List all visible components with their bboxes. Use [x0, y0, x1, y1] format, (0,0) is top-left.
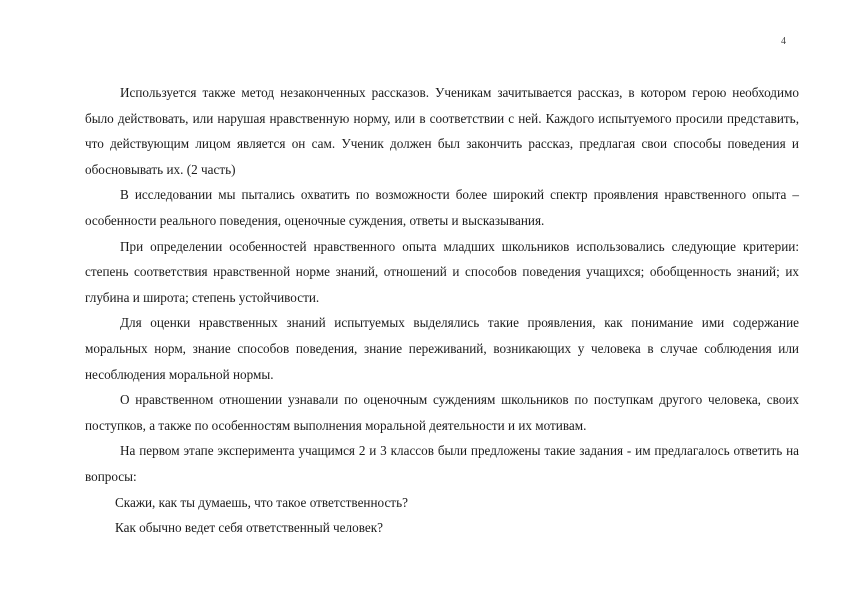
paragraph-research-scope: В исследовании мы пытались охватить по возможности более широкий спектр проявления нравственного опыта – особенности реального поведения, оценочные суждения, ответы и высказывания. — [85, 187, 799, 228]
paragraph-moral-knowledge: Для оценки нравственных знаний испытуемых выделялись такие проявления, как понимание ими содержание моральных норм, знание способов поведения, знание переживаний, возникающих у человека в случае соблюдения или несоблюдения моральной нормы. — [85, 315, 799, 382]
page-number: 4 — [781, 36, 786, 47]
paragraph-criteria: При определении особенностей нравственного опыта младших школьников использовались следующие критерии: степень соответствия нравственной норме знаний, отношений и способов поведения учащихся; обобщенность знаний; их глубина и широта; степень устойчивости. — [85, 238, 799, 305]
paragraph-first-stage: На первом этапе эксперимента учащимся 2 и 3 классов были предложены такие задания - им предлагалось ответить на вопросы: — [85, 443, 799, 484]
document-body — [85, 80, 799, 541]
paragraph-moral-attitude: О нравственном отношении узнавали по оценочным суждениям школьников по поступкам другого человека, своих поступков, а также по особенностям выполнения моральной деятельности и их мотивам. — [85, 392, 799, 433]
paragraph-unfinished-stories-method: Используется также метод незаконченных рассказов. Ученикам зачитывается рассказ, в котором герою необходимо было действовать, или нарушая нравственную норму, или в соответствии с ней. Каждого испытуемого просили представить, что действующим лицом является он сам. Ученик должен был закончить рассказ, предлагая свои способы поведения и обосновывать их. (2 часть) — [85, 85, 799, 177]
question-responsible-person: Как обычно ведет себя ответственный человек? — [115, 520, 383, 536]
question-responsibility: Скажи, как ты думаешь, что такое ответственность? — [115, 494, 408, 510]
